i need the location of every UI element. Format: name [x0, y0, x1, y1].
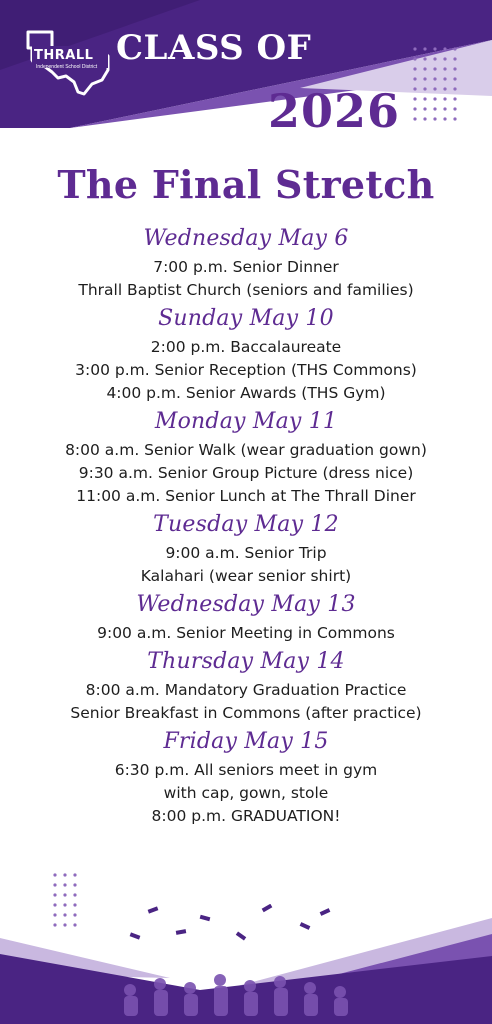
- decorative-dot: [443, 57, 446, 60]
- day-heading: Thursday May 14: [147, 649, 345, 674]
- event-line: 8:00 a.m. Mandatory Graduation Practice: [85, 681, 407, 699]
- decorative-dot: [53, 873, 56, 876]
- decorative-dot: [423, 67, 426, 70]
- schedule-day: [0, 645, 492, 725]
- decorative-dot: [63, 893, 66, 896]
- decorative-dot: [413, 97, 416, 100]
- decorative-dot: [423, 107, 426, 110]
- decorative-dot: [443, 87, 446, 90]
- event-line: 7:00 p.m. Senior Dinner: [153, 258, 339, 276]
- day-heading: Monday May 11: [154, 409, 338, 434]
- logo-text: THRALL: [34, 48, 94, 63]
- decorative-dot: [423, 97, 426, 100]
- decorative-dot: [433, 107, 436, 110]
- decorative-dot: [433, 87, 436, 90]
- event-line: with cap, gown, stole: [163, 784, 329, 802]
- schedule-day: [0, 588, 492, 645]
- decorative-dot: [413, 57, 416, 60]
- decorative-dot: [433, 47, 436, 50]
- event-line: Senior Breakfast in Commons (after practice): [70, 704, 422, 722]
- schedule-day: [0, 508, 492, 588]
- day-heading: Wednesday May 13: [136, 592, 356, 617]
- decorative-dot: [443, 117, 446, 120]
- decorative-dot: [413, 67, 416, 70]
- decorative-dot: [423, 117, 426, 120]
- year-heading: 2026: [268, 84, 401, 138]
- event-line: 9:00 a.m. Senior Trip: [165, 544, 327, 562]
- decorative-dot: [443, 77, 446, 80]
- event-line: Kalahari (wear senior shirt): [140, 567, 352, 585]
- schedule-day: [0, 725, 492, 828]
- decorative-dot: [413, 117, 416, 120]
- event-line: 2:00 p.m. Baccalaureate: [150, 338, 342, 356]
- decorative-dot: [433, 67, 436, 70]
- footer-banner: [0, 904, 492, 1024]
- decorative-dot: [53, 883, 56, 886]
- event-line: 6:30 p.m. All seniors meet in gym: [114, 761, 378, 779]
- decorative-dot: [433, 117, 436, 120]
- decorative-dot: [453, 87, 456, 90]
- schedule-day: [0, 222, 492, 302]
- decorative-dot: [433, 57, 436, 60]
- day-heading: Tuesday May 12: [153, 512, 339, 537]
- event-line: 11:00 a.m. Senior Lunch at The Thrall Diner: [76, 487, 416, 505]
- decorative-dot: [443, 97, 446, 100]
- page-title: The Final Stretch: [57, 162, 435, 207]
- logo-subtitle: Independent School District: [36, 64, 98, 70]
- decorative-dot: [443, 47, 446, 50]
- event-line: 9:30 a.m. Senior Group Picture (dress nice): [78, 464, 414, 482]
- event-line: 9:00 a.m. Senior Meeting in Commons: [97, 624, 395, 642]
- decorative-dot: [413, 77, 416, 80]
- decorative-dot: [53, 893, 56, 896]
- decorative-dot: [443, 107, 446, 110]
- decorative-dot: [453, 97, 456, 100]
- decorative-dot: [63, 873, 66, 876]
- decorative-dot: [453, 77, 456, 80]
- decorative-dot: [63, 883, 66, 886]
- schedule: [0, 222, 492, 828]
- day-heading: Friday May 15: [163, 729, 329, 754]
- day-heading: Wednesday May 6: [143, 226, 349, 251]
- decorative-dot: [453, 117, 456, 120]
- schedule-day: [0, 302, 492, 405]
- event-line: 8:00 a.m. Senior Walk (wear graduation gown): [65, 441, 427, 459]
- class-of-heading: CLASS OF: [116, 28, 312, 68]
- decorative-dot: [413, 107, 416, 110]
- decorative-dot: [423, 77, 426, 80]
- decorative-dot: [443, 67, 446, 70]
- event-line: 4:00 p.m. Senior Awards (THS Gym): [106, 384, 386, 402]
- decorative-dot: [413, 47, 416, 50]
- event-line: 3:00 p.m. Senior Reception (THS Commons): [75, 361, 417, 379]
- decorative-dot: [453, 67, 456, 70]
- decorative-dot: [423, 57, 426, 60]
- decorative-dot: [453, 47, 456, 50]
- schedule-day: [0, 405, 492, 508]
- mortarboards: [130, 904, 331, 941]
- event-line: 8:00 p.m. GRADUATION!: [151, 807, 341, 825]
- decorative-dot: [423, 87, 426, 90]
- decorative-dot: [73, 883, 76, 886]
- day-heading: Sunday May 10: [158, 306, 334, 331]
- decorative-dot: [433, 77, 436, 80]
- dot-pattern-top: [412, 46, 462, 132]
- event-line: Thrall Baptist Church (seniors and families): [78, 281, 414, 299]
- decorative-dot: [453, 57, 456, 60]
- decorative-dot: [433, 97, 436, 100]
- decorative-dot: [73, 893, 76, 896]
- decorative-dot: [73, 873, 76, 876]
- decorative-dot: [413, 87, 416, 90]
- decorative-dot: [453, 107, 456, 110]
- decorative-dot: [423, 47, 426, 50]
